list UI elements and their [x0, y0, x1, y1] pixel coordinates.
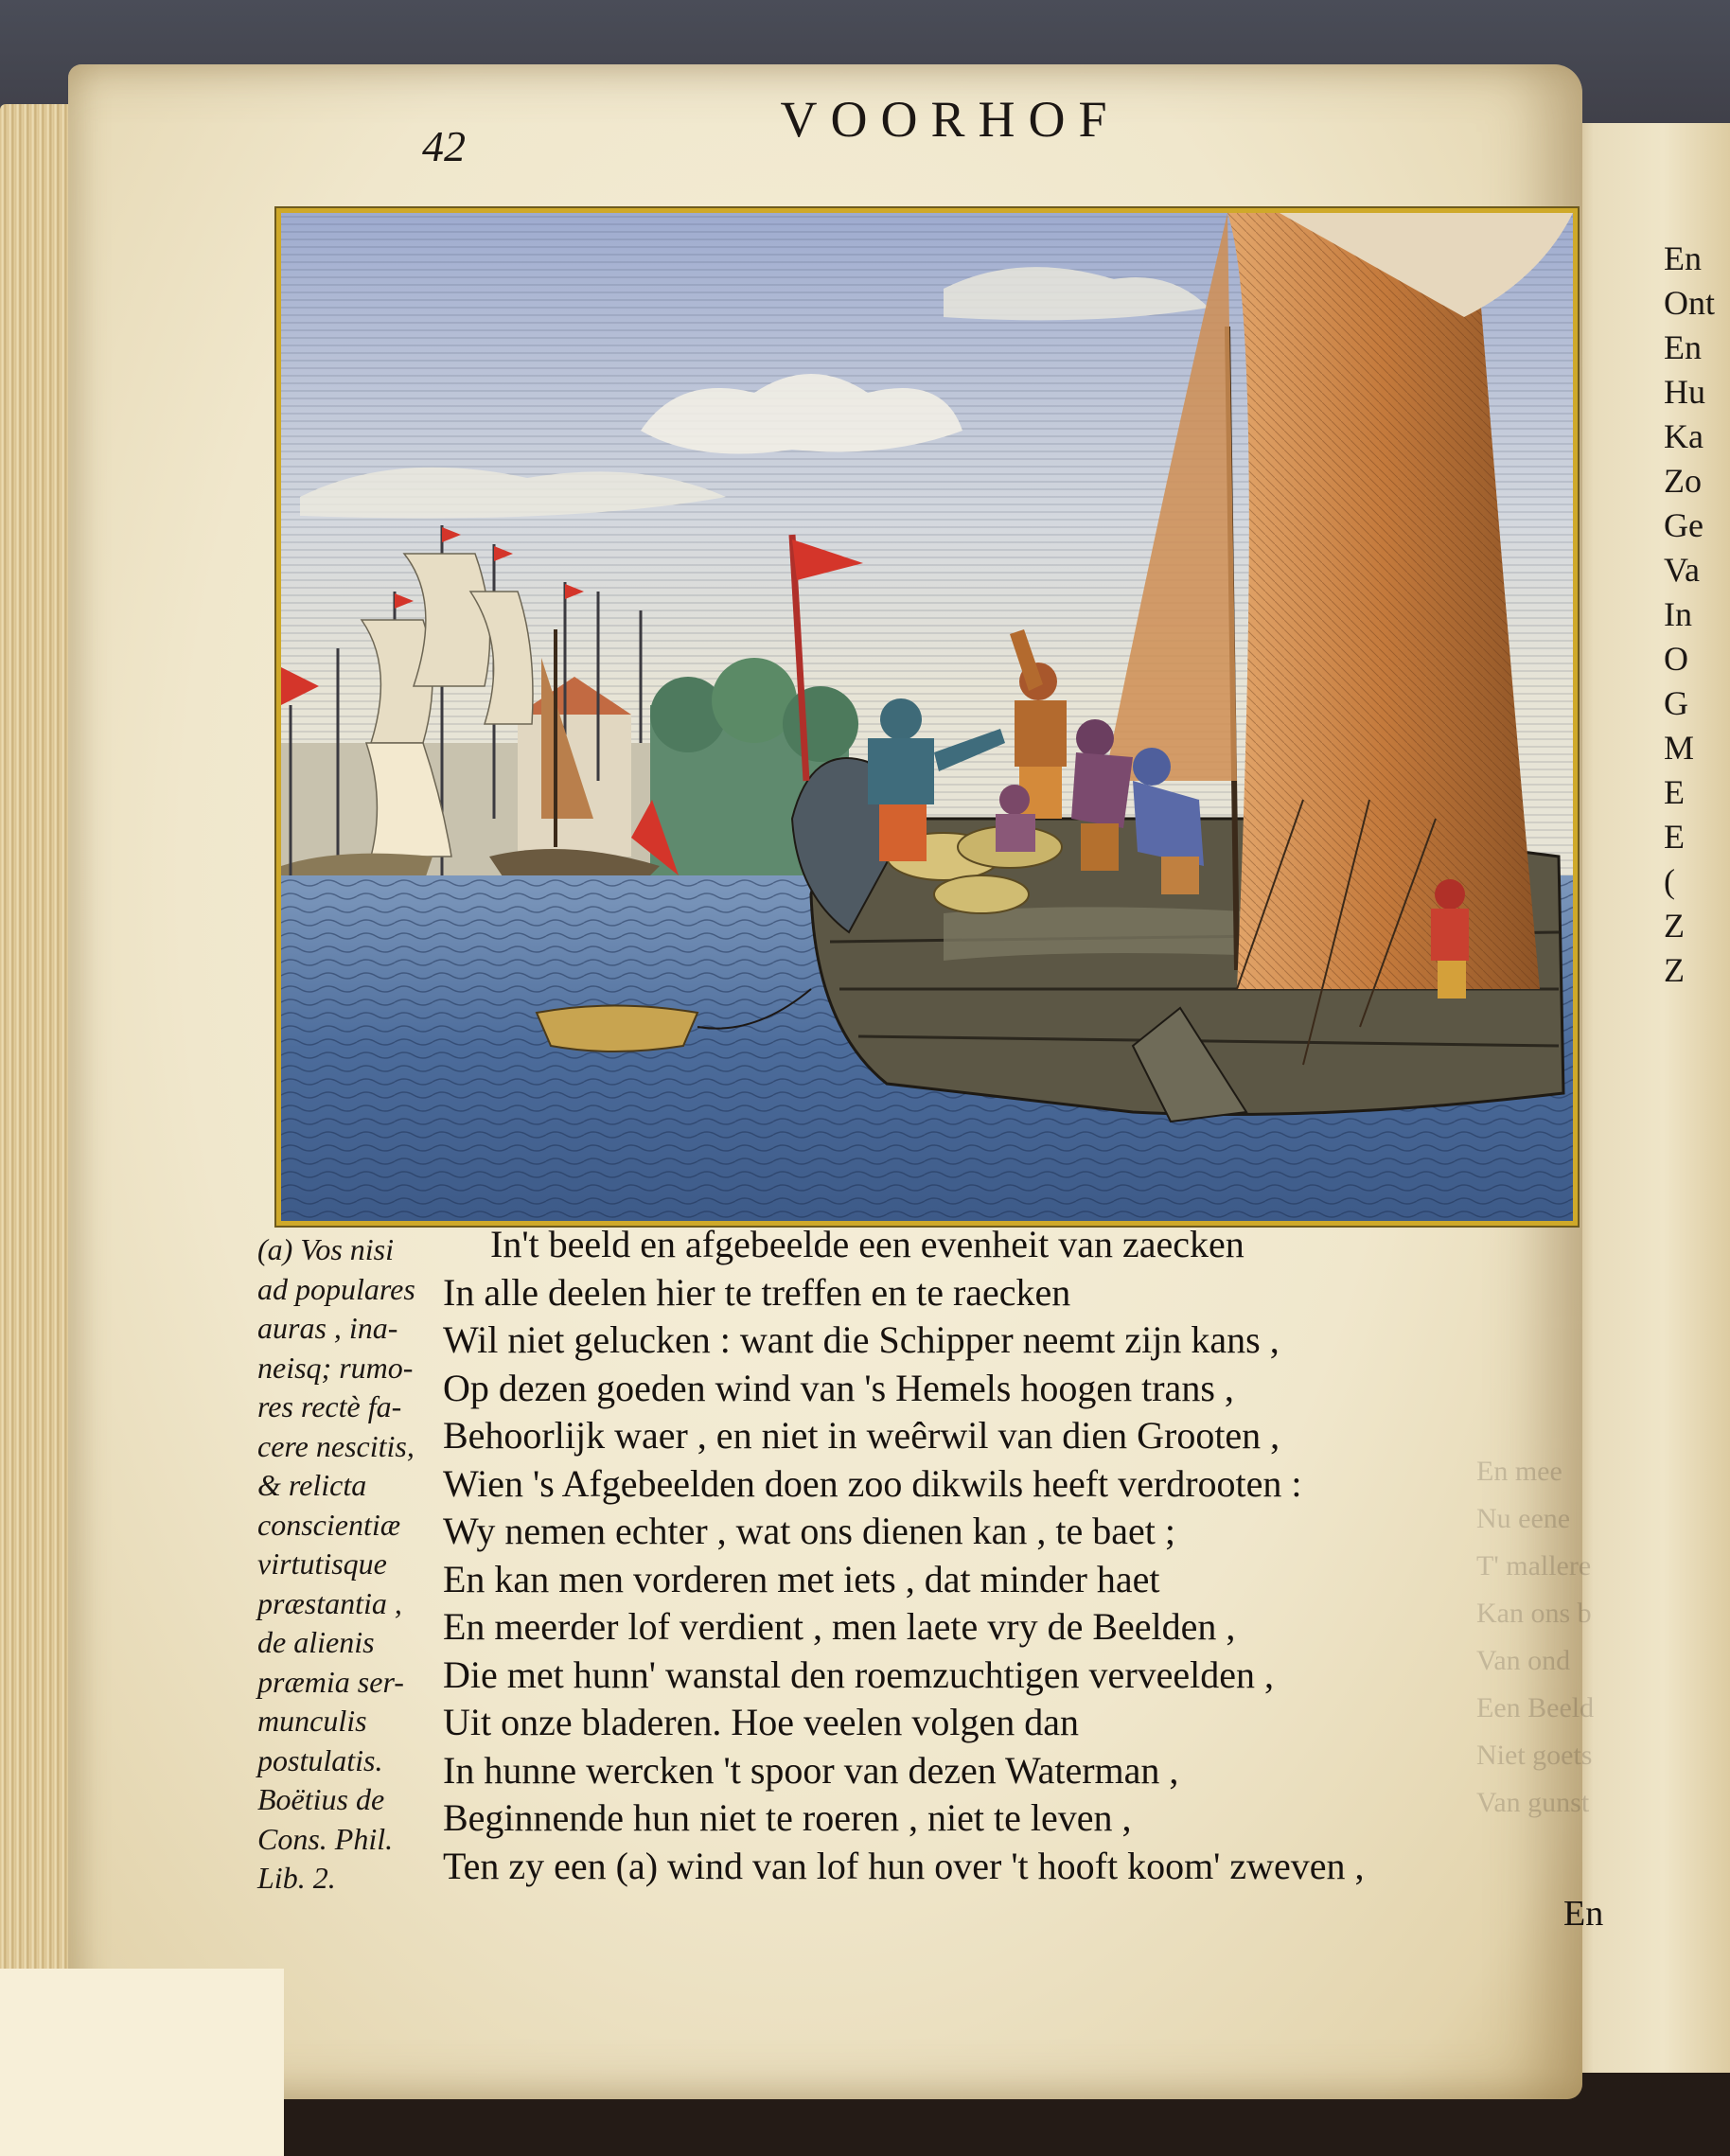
verse-line: En meerder lof verdient , men laete vry de Beelden , [443, 1605, 1236, 1648]
sidenote-line: Boëtius de [257, 1782, 385, 1816]
verse-line: Wy nemen echter , wat ons dienen kan , te baet ; [443, 1510, 1175, 1552]
show-through-line: Kan ons b [1476, 1598, 1592, 1629]
facing-line: Ont [1664, 284, 1715, 322]
verse-line: Op dezen goeden wind van 's Hemels hoogen trans , [443, 1366, 1234, 1409]
sidenote-line: de alienis [257, 1625, 375, 1659]
verse-line: Beginnende hun niet te roeren , niet te leven , [443, 1796, 1132, 1839]
running-head: VOORHOF [780, 91, 1121, 148]
sidenote-line: Cons. Phil. [257, 1821, 394, 1856]
sidenote-line: auras , ina- [257, 1311, 398, 1345]
verse-line: Ten zy een (a) wind van lof hun over 't hooft koom' zweven , [443, 1844, 1365, 1887]
facing-line: G [1664, 684, 1688, 722]
facing-line: Z [1664, 907, 1685, 945]
show-through-line: Niet goets [1476, 1740, 1593, 1771]
sidenote-line: munculis [257, 1704, 367, 1738]
show-through-line: Nu eene [1476, 1503, 1571, 1534]
verse-line: Die met hunn' wanstal den roemzuchtigen verveelden , [443, 1652, 1275, 1696]
sidenote-line: res rectè fa- [257, 1389, 402, 1423]
verse-line: Wien 's Afgebeelden doen zoo dikwils heeft verdrooten : [443, 1461, 1302, 1505]
engraving-plate [276, 208, 1578, 1226]
verse-line: En kan men vorderen met iets , dat minder haet [443, 1557, 1160, 1600]
facing-line: O [1664, 640, 1688, 678]
verse-line: In hunne wercken 't spoor van dezen Waterman , [443, 1748, 1179, 1792]
page-corner [0, 1969, 284, 2156]
page-number: 42 [422, 122, 466, 170]
verse-block [443, 1221, 1560, 1890]
facing-line: Ka [1664, 417, 1704, 455]
show-through-line: T' mallere [1476, 1550, 1592, 1582]
facing-line: Ge [1664, 506, 1704, 544]
facing-line: E [1664, 818, 1685, 856]
facing-line: Zo [1664, 462, 1702, 500]
marginal-note [257, 1230, 447, 1899]
verse-line: Behoorlijk waer , en niet in weêrwil van dien Grooten , [443, 1414, 1280, 1457]
facing-line: En [1664, 239, 1702, 277]
verse-line: Uit onze bladeren. Hoe veelen volgen dan [443, 1701, 1079, 1743]
sidenote-line: virtutisque [257, 1546, 387, 1581]
sidenote-line: præstantia , [257, 1585, 402, 1620]
facing-line: En [1664, 328, 1702, 366]
catchword: En [1563, 1894, 1604, 1934]
facing-line: Va [1664, 551, 1700, 589]
sidenote-line: postulatis. [257, 1742, 383, 1777]
show-through-line: En mee [1476, 1456, 1562, 1487]
verse-line: In't beeld en afgebeelde een evenheit van zaecken [490, 1223, 1245, 1265]
harbor-illustration [281, 213, 1573, 1221]
facing-line: Z [1664, 951, 1685, 989]
verse-line: Wil niet gelucken : want die Schipper neemt zijn kans , [443, 1318, 1280, 1361]
facing-line: E [1664, 773, 1685, 811]
sidenote-line: (a) Vos nisi [257, 1232, 394, 1266]
facing-page-text [1664, 237, 1730, 993]
facing-line: Hu [1664, 373, 1705, 411]
sidenote-line: cere nescitis, [257, 1428, 415, 1463]
show-through-line: Van gunst [1476, 1787, 1590, 1818]
facing-line: In [1664, 595, 1692, 633]
sidenote-line: præmia ser- [257, 1664, 404, 1699]
sidenote-line: & relicta [257, 1468, 367, 1502]
show-through-text [1476, 1448, 1599, 1827]
show-through-line: Van ond [1476, 1645, 1571, 1676]
facing-line: M [1664, 729, 1695, 767]
sidenote-line: conscientiæ [257, 1507, 401, 1542]
sidenote-line: ad populares [257, 1271, 415, 1306]
sidenote-line: neisq; rumo- [257, 1350, 414, 1385]
show-through-line: Een Beeld [1476, 1692, 1595, 1723]
sidenote-line: Lib. 2. [257, 1861, 336, 1895]
facing-line: ( [1664, 862, 1675, 900]
verse-line: In alle deelen hier te treffen en te raecken [443, 1270, 1071, 1314]
